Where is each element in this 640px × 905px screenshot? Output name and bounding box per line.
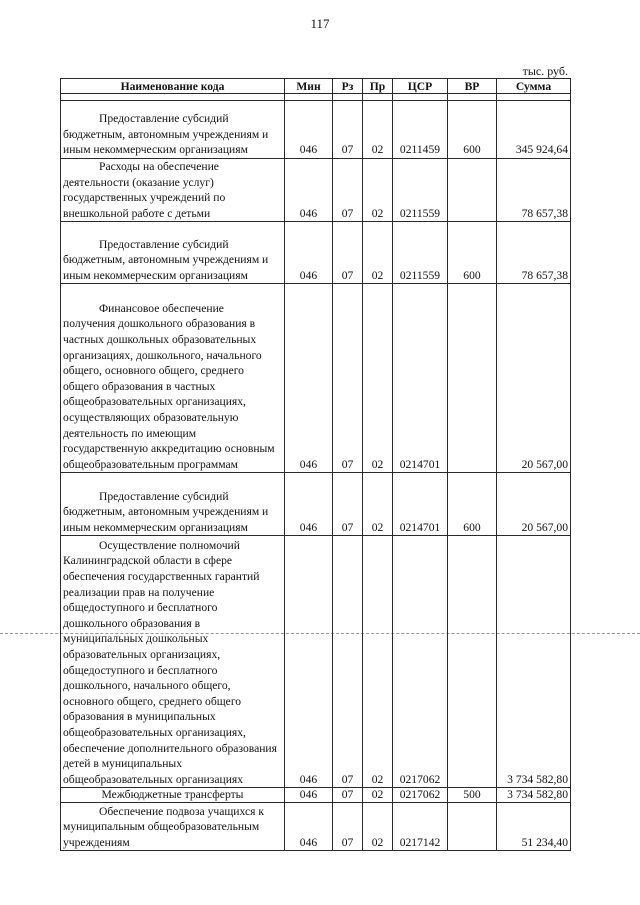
row-sum: 20 567,00 bbox=[497, 473, 571, 536]
row-pr: 02 bbox=[363, 159, 393, 222]
row-pr: 02 bbox=[363, 788, 393, 803]
row-name bbox=[61, 101, 285, 159]
row-sum: 20 567,00 bbox=[497, 284, 571, 473]
page-number: 117 bbox=[310, 16, 330, 31]
row-vr: 600 bbox=[448, 473, 497, 536]
row-min: 046 bbox=[285, 536, 333, 788]
row-csr: 0211559 bbox=[393, 222, 448, 284]
row-name bbox=[61, 803, 285, 851]
header-sum: Сумма bbox=[497, 79, 571, 94]
table-row bbox=[61, 536, 571, 788]
row-pr: 02 bbox=[363, 284, 393, 473]
row-min: 046 bbox=[285, 803, 333, 851]
row-pr: 02 bbox=[363, 222, 393, 284]
header-min: Мин bbox=[285, 79, 333, 94]
row-min: 046 bbox=[285, 159, 333, 222]
row-rz: 07 bbox=[333, 284, 363, 473]
row-name bbox=[61, 159, 285, 222]
row-rz: 07 bbox=[333, 473, 363, 536]
row-name-first: Расходы на обеспечение bbox=[99, 160, 219, 173]
row-name bbox=[61, 536, 285, 788]
row-name-rest: деятельности (оказание услуг) государственных учреждений по внешкольной работе с детьми bbox=[63, 175, 226, 220]
header-rz: Рз bbox=[333, 79, 363, 94]
row-csr: 0217062 bbox=[393, 536, 448, 788]
row-name-first: Предоставление субсидий bbox=[99, 489, 229, 503]
table-row bbox=[61, 473, 571, 536]
row-vr: 600 bbox=[448, 222, 497, 284]
row-vr bbox=[448, 159, 497, 222]
row-name-first: Осуществление полномочий bbox=[99, 538, 240, 552]
table-header-row bbox=[61, 79, 571, 94]
row-rz: 07 bbox=[333, 101, 363, 159]
row-rz: 07 bbox=[333, 803, 363, 851]
row-vr bbox=[448, 803, 497, 851]
row-pr: 02 bbox=[363, 473, 393, 536]
row-name-rest: бюджетным, автономным учреждениям и иным некоммерческим организациям bbox=[63, 505, 269, 534]
row-sum: 78 657,38 bbox=[497, 159, 571, 222]
row-name-rest: бюджетным, автономным учреждениям и иным некоммерческим организациям bbox=[63, 253, 269, 282]
row-sum: 78 657,38 bbox=[497, 222, 571, 284]
row-name-first: Предоставление субсидий bbox=[99, 112, 229, 126]
row-min: 046 bbox=[285, 222, 333, 284]
row-pr: 02 bbox=[363, 803, 393, 851]
row-vr: 500 bbox=[448, 788, 497, 803]
row-csr: 0214701 bbox=[393, 473, 448, 536]
row-min: 046 bbox=[285, 788, 333, 803]
row-vr: 600 bbox=[448, 101, 497, 159]
header-pr: Пр bbox=[363, 79, 393, 94]
row-name-first: Предоставление субсидий bbox=[99, 237, 229, 251]
table-row bbox=[61, 788, 571, 803]
row-rz: 07 bbox=[333, 222, 363, 284]
row-sum: 51 234,40 bbox=[497, 803, 571, 851]
table-row bbox=[61, 222, 571, 284]
table-row bbox=[61, 284, 571, 473]
row-vr bbox=[448, 536, 497, 788]
row-pr: 02 bbox=[363, 536, 393, 788]
row-name-first: Обеспечение подвоза учащихся к bbox=[99, 804, 264, 818]
row-vr bbox=[448, 284, 497, 473]
row-csr: 0217062 bbox=[393, 788, 448, 803]
row-min: 046 bbox=[285, 101, 333, 159]
row-name-rest: Калининградской области в сфере обеспечения государственных гарантий реализации прав на получение общедоступного и бесплатного дошкольного образования в муниципальных дошкольных образовательных организациях, общедоступного и бесплатного дошкольного, начального общего, основного общего, среднего общего образования в муниципальных общеобразовательных организациях, обеспечение дополнительного образования детей в муниципальных общеобразовательных организациях bbox=[63, 554, 277, 786]
row-sum: 3 734 582,80 bbox=[497, 536, 571, 788]
table-row bbox=[61, 803, 571, 851]
header-name: Наименование кода bbox=[61, 79, 285, 94]
row-name-rest: получения дошкольного образования в частных дошкольных образовательных организациях, дошкольного, начального общего, основного общего, среднего общего образования в частных общеобразовательных организациях, осуществляющих образовательную деятельность по имеющим государственную аккредитацию основным общеобразовательным программам bbox=[63, 317, 275, 471]
row-rz: 07 bbox=[333, 536, 363, 788]
budget-table bbox=[60, 78, 571, 851]
row-csr: 0211459 bbox=[393, 101, 448, 159]
header-vr: ВР bbox=[448, 79, 497, 94]
row-csr: 0214701 bbox=[393, 284, 448, 473]
row-sum: 3 734 582,80 bbox=[497, 788, 571, 803]
row-pr: 02 bbox=[363, 101, 393, 159]
row-name-rest: муниципальным общеобразовательным учреждениям bbox=[63, 820, 260, 849]
row-name bbox=[61, 222, 285, 284]
row-sum: 345 924,64 bbox=[497, 101, 571, 159]
row-min: 046 bbox=[285, 284, 333, 473]
row-name bbox=[61, 284, 285, 473]
row-name-first: Финансовое обеспечение bbox=[99, 301, 224, 315]
row-rz: 07 bbox=[333, 788, 363, 803]
row-csr: 0211559 bbox=[393, 159, 448, 222]
header-csr: ЦСР bbox=[393, 79, 448, 94]
unit-label: тыс. руб. bbox=[522, 64, 568, 78]
table-row bbox=[61, 101, 571, 159]
row-min: 046 bbox=[285, 473, 333, 536]
spacer-row bbox=[61, 94, 571, 101]
row-rz: 07 bbox=[333, 159, 363, 222]
row-name: Межбюджетные трансферты bbox=[61, 788, 285, 803]
table-row bbox=[61, 159, 571, 222]
row-name bbox=[61, 473, 285, 536]
row-name-rest: бюджетным, автономным учреждениям и иным некоммерческим организациям bbox=[63, 127, 269, 157]
row-csr: 0217142 bbox=[393, 803, 448, 851]
